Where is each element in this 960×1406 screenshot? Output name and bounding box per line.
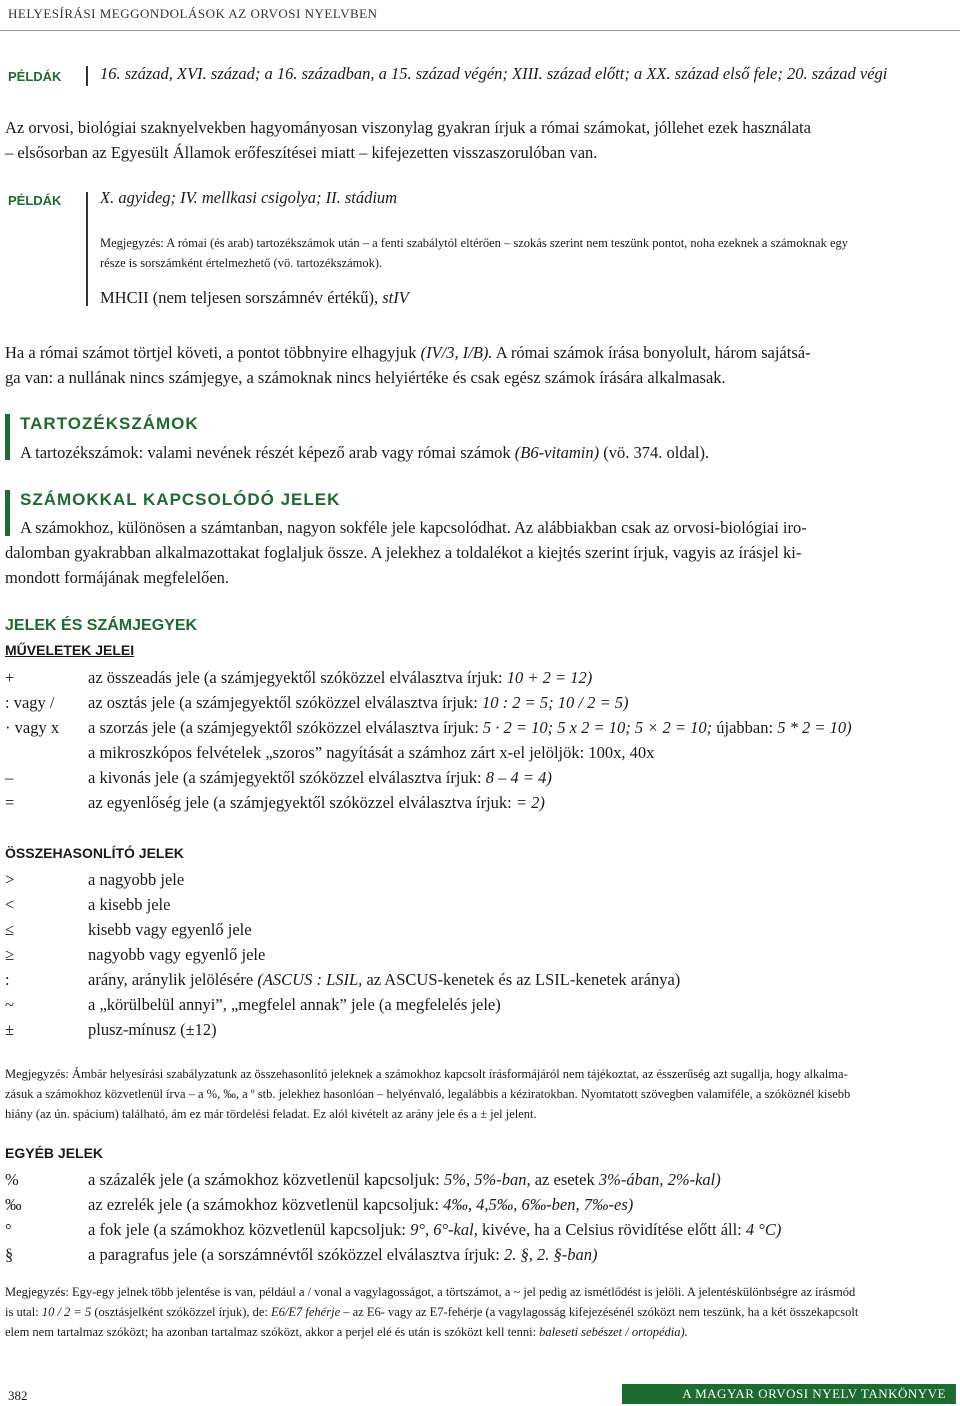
symbol: ≥ bbox=[5, 945, 15, 964]
symbol: = bbox=[5, 793, 15, 812]
mhcii-explanation: (nem teljesen sorszámnév értékű), bbox=[148, 288, 383, 307]
text-run-italic: 4‰, 4,5‰, 6‰-ben, 7‰-es) bbox=[443, 1195, 634, 1214]
symbol: : bbox=[5, 970, 10, 989]
text-run: a százalék jele (a számokhoz közvetlenül kapcsoljuk: bbox=[88, 1170, 444, 1189]
examples-label: PÉLDÁK bbox=[8, 193, 62, 208]
subsection-title: JELEK ÉS SZÁMJEGYEK bbox=[5, 617, 198, 634]
text-run-italic: 9°, 6°-kal, bbox=[410, 1220, 478, 1239]
paragraph-line: dalomban gyakrabban alkalmazottakat foglaljuk össze. A jelekhez a toldalékot a kiejtés szerint írjuk, vagyis az írásjel ki- bbox=[5, 543, 802, 562]
text-run: a kisebb jele bbox=[88, 895, 171, 914]
text-run: újabban: bbox=[712, 718, 778, 737]
list-item bbox=[5, 1217, 955, 1242]
paragraph-line bbox=[5, 340, 811, 365]
symbol: · vagy x bbox=[5, 718, 60, 737]
text-run: kisebb vagy egyenlő jele bbox=[88, 920, 252, 939]
note-line: része is sorszámként értelmezhető (vö. tartozékszámok). bbox=[100, 256, 383, 270]
text-run: a mikroszkópos felvételek „szoros” nagyítását a számhoz zárt x-el jelöljök: 100x, 40x bbox=[88, 743, 655, 762]
text-run-italic: 5 * 2 = 10) bbox=[777, 718, 852, 737]
note-line bbox=[5, 1322, 688, 1342]
text-run: kivéve, ha a Celsius rövidítése előtt áll: bbox=[477, 1220, 746, 1239]
list-item bbox=[5, 892, 955, 917]
text-run: a paragrafus jele (a sorszámnévtől szóközzel elválasztva írjuk: bbox=[88, 1245, 504, 1264]
subsection-title: EGYÉB JELEK bbox=[5, 1145, 104, 1161]
header-rule bbox=[0, 30, 960, 31]
text-run-italic: (ASCUS : LSIL, bbox=[257, 970, 363, 989]
text-run: az egyenlőség jele (a számjegyektől szóközzel elválasztva írjuk: bbox=[88, 793, 516, 812]
text-run: az esetek bbox=[530, 1170, 599, 1189]
subsection-title: ÖSSZEHASONLÍTÓ JELEK bbox=[5, 845, 184, 861]
examples-label: PÉLDÁK bbox=[8, 69, 62, 84]
text-run: az osztás jele (a számjegyektől szóközzel elválasztva írjuk: bbox=[88, 693, 482, 712]
text-run: nagyobb vagy egyenlő jele bbox=[88, 945, 266, 964]
list-item bbox=[5, 1167, 955, 1192]
symbol: ~ bbox=[5, 995, 14, 1014]
paragraph-line: A számokhoz, különösen a számtanban, nagyon sokféle jele kapcsolódhat. Az alábbiakban csak az orvosi-biológiai iro- bbox=[20, 518, 807, 537]
text-run-italic: 2. §, 2. §-ban) bbox=[503, 1245, 598, 1264]
text-run: a „körülbelül annyi”, „megfelel annak” jele (a megfelelés jele) bbox=[88, 995, 501, 1014]
symbol: : vagy / bbox=[5, 693, 55, 712]
book-title: A MAGYAR ORVOSI NYELV TANKÖNYVE bbox=[682, 1386, 946, 1401]
symbol: ‰ bbox=[5, 1195, 22, 1214]
section-title: SZÁMOKKAL KAPCSOLÓDÓ JELEK bbox=[20, 490, 341, 509]
list-item bbox=[5, 765, 955, 790]
text-run: A római számok írása bonyolult, három sajátsá- bbox=[492, 343, 811, 362]
text-run: A tartozékszámok: valami nevének részét képező arab vagy római számok bbox=[20, 443, 515, 462]
note-line: zásuk a számokhoz közvetlenül írva – a %, ‰, a º stb. jelekhez hasonlóan – helyénvaló, legalábbis a kéziratokban. Nyomtatott szövegben valamiféle, a szóköznél kisebb bbox=[5, 1087, 851, 1101]
stiv-abbr: stIV bbox=[382, 288, 409, 307]
symbol: < bbox=[5, 895, 15, 914]
paragraph-line: mondott formájának megfelelően. bbox=[5, 568, 230, 587]
note-line: Megjegyzés: Ámbár helyesírási szabályzatunk az összehasonlító jeleknek a számokhoz kapcsolt írásformájáról nem tájékoztat, az ésszerűség azt sugallja, hogy alkalma- bbox=[5, 1067, 848, 1081]
text-run-italic: 3%-ában, 2%-kal) bbox=[598, 1170, 721, 1189]
list-item bbox=[5, 1192, 955, 1217]
symbol: ± bbox=[5, 1020, 15, 1039]
text-run-italic: 10 / 2 = 5 bbox=[41, 1305, 92, 1319]
note-line bbox=[5, 1302, 858, 1322]
page-number: 382 bbox=[8, 1388, 28, 1403]
list-item bbox=[5, 992, 955, 1017]
text-run-italic: (B6-vitamin) bbox=[514, 443, 600, 462]
list-item bbox=[5, 967, 955, 992]
text-run-italic: (IV/3, I/B). bbox=[420, 343, 493, 362]
symbol: + bbox=[5, 668, 15, 687]
examples-bar bbox=[86, 192, 88, 306]
symbol: – bbox=[5, 768, 14, 787]
list-item bbox=[5, 867, 955, 892]
text-run: az ezrelék jele (a számokhoz közvetlenül kapcsoljuk: bbox=[88, 1195, 444, 1214]
section-bar bbox=[5, 414, 10, 460]
symbol: > bbox=[5, 870, 15, 889]
text-run-italic: 4 °C) bbox=[745, 1220, 782, 1239]
paragraph-line bbox=[20, 440, 709, 465]
list-item bbox=[5, 917, 955, 942]
text-run: elem nem tartalmaz szóközt; ha azonban tartalmaz szóközt, akkor a perjel elé és után is szóközt kell tenni: bbox=[5, 1325, 540, 1339]
text-run-italic: 10 : 2 = 5; 10 / 2 = 5) bbox=[482, 693, 629, 712]
note-line: Megjegyzés: Egy-egy jelnek több jelentése is van, például a / vonal a vagylagosságot, a törtszámot, a ~ jel pedig az ismétlődést is jelöli. A jelentéskülönbségre az írásmód bbox=[5, 1285, 856, 1299]
section-title: TARTOZÉKSZÁMOK bbox=[20, 414, 199, 433]
list-item bbox=[5, 1017, 955, 1042]
running-header: HELYESÍRÁSI MEGGONDOLÁSOK AZ ORVOSI NYELVBEN bbox=[8, 6, 378, 21]
paragraph-line: Az orvosi, biológiai szaknyelvekben hagyományosan viszonylag gyakran írjuk a római számokat, jóllehet ezek használata bbox=[5, 118, 811, 137]
mhcii-example bbox=[100, 288, 409, 308]
symbol: % bbox=[5, 1170, 19, 1189]
text-run-italic: 5 · 2 = 10; 5 x 2 = 10; 5 × 2 = 10; bbox=[482, 718, 713, 737]
list-item bbox=[5, 1242, 955, 1267]
text-run: plusz-mínusz (±12) bbox=[88, 1020, 217, 1039]
subsection-subtitle: MŰVELETEK JELEI bbox=[5, 642, 135, 658]
list-item bbox=[5, 665, 955, 690]
list-item bbox=[5, 715, 955, 740]
examples-bar bbox=[86, 66, 88, 86]
list-item bbox=[5, 942, 955, 967]
mhcii-abbr: MHCII bbox=[100, 288, 149, 307]
text-run-italic: 8 – 4 = 4) bbox=[485, 768, 552, 787]
examples-text: X. agyideg; IV. mellkasi csigolya; II. stádium bbox=[100, 188, 398, 207]
text-run: a nagyobb jele bbox=[88, 870, 185, 889]
paragraph-line: – elsősorban az Egyesült Államok erőfeszítései miatt – kifejezetten visszaszorulóban van. bbox=[5, 143, 598, 162]
text-run-italic: = 2) bbox=[515, 793, 545, 812]
text-run: (osztásjelként szóközzel írjuk), de: bbox=[91, 1305, 272, 1319]
text-run: arány, aránylik jelölésére bbox=[88, 970, 258, 989]
examples-text: 16. század, XVI. század; a 16. században, a 15. század végén; XIII. század előtt; a XX. század első fele; 20. század végi bbox=[100, 64, 888, 83]
text-run-italic: 10 + 2 = 12) bbox=[506, 668, 593, 687]
list-item bbox=[5, 690, 955, 715]
text-run: is utal: bbox=[5, 1305, 42, 1319]
text-run: – az E6- vagy az E7-fehérje (a vagylagosság kifejezésénél szóközt nem teszünk, ha a két összekapcsolt bbox=[340, 1305, 859, 1319]
symbol: ≤ bbox=[5, 920, 15, 939]
text-run: a kivonás jele (a számjegyektől szóközzel elválasztva írjuk: bbox=[88, 768, 486, 787]
list-item bbox=[5, 740, 955, 765]
section-bar bbox=[5, 490, 10, 536]
text-run-italic: 5%, 5%-ban, bbox=[443, 1170, 531, 1189]
text-run: az összeadás jele (a számjegyektől szóközzel elválasztva írjuk: bbox=[88, 668, 507, 687]
symbol: § bbox=[5, 1245, 14, 1264]
note-line: Megjegyzés: A római (és arab) tartozékszámok után – a fenti szabálytól eltérően – szokás szerint nem teszünk pontot, noha ezeknek a számoknak egy bbox=[100, 236, 848, 250]
text-run: az ASCUS-kenetek és az LSIL-kenetek aránya) bbox=[362, 970, 681, 989]
text-run-italic: baleseti sebészet / ortopédia). bbox=[539, 1325, 688, 1339]
text-run: Ha a római számot törtjel követi, a pontot többnyire elhagyjuk bbox=[5, 343, 421, 362]
text-run: (vö. 374. oldal). bbox=[599, 443, 710, 462]
list-item bbox=[5, 790, 955, 815]
note-line: hiány (az ún. spácium) található, ám ez már tördelési feladat. Ez alól kivételt az arány jele és a ± jel jelent. bbox=[5, 1107, 537, 1121]
text-run: a szorzás jele (a számjegyektől szóközzel elválasztva írjuk: bbox=[88, 718, 483, 737]
text-run: a fok jele (a számokhoz közvetlenül kapcsoljuk: bbox=[88, 1220, 411, 1239]
text-run-italic: E6/E7 fehérje bbox=[271, 1305, 341, 1319]
paragraph-line: ga van: a nullának nincs számjegye, a számoknak nincs helyiértéke és csak egész számok írására alkalmasak. bbox=[5, 368, 726, 387]
symbol: ° bbox=[5, 1220, 12, 1239]
